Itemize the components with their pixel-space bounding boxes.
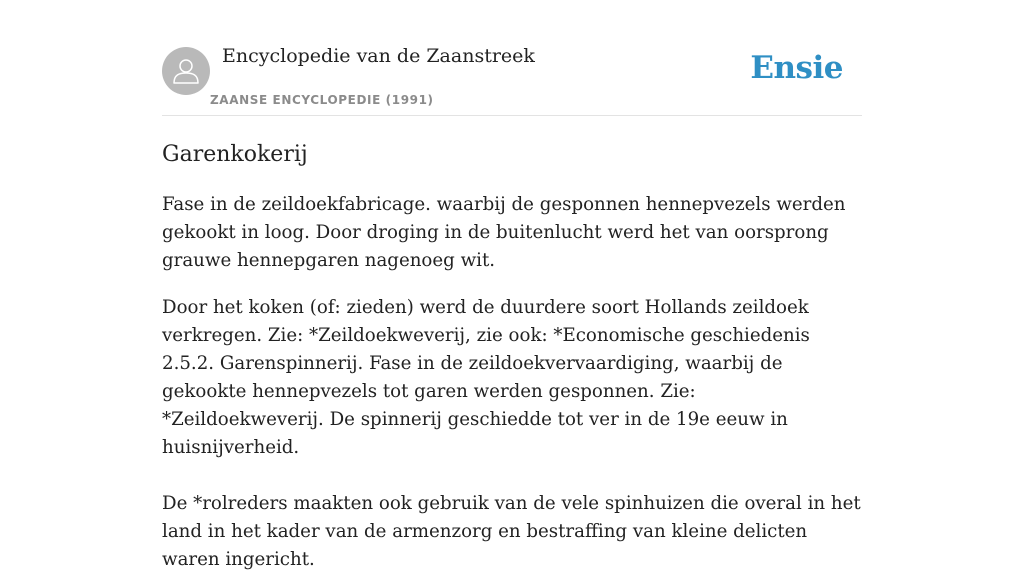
book-title-link[interactable]: Encyclopedie van de Zaanstreek: [222, 45, 535, 67]
article-paragraph-3: De *rolreders maakten ook gebruik van de vele spinhuizen die overal in het land in het kader van de armenzorg en bestraffing van kleine delicten waren ingericht.: [162, 493, 861, 570]
book-subtitle: ZAANSE ENCYCLOPEDIE (1991): [210, 93, 434, 107]
header: [162, 0, 862, 116]
user-icon: [162, 47, 210, 95]
page-title: Garenkokerij: [162, 142, 308, 167]
article-paragraph-2: Door het koken (of: zieden) werd de duurdere soort Hollands zeildoek verkregen. Zie: *Zeildoekweverij, zie ook: *Economische geschiedenis 2.5.2. Garenspinnerij. Fase in de zeildoekvervaardiging, waarbij de gekookte hennepvezels tot garen werden gesponnen. Zie: *Zeildoekweverij. De spinnerij geschiedde tot ver in de 19e eeuw in huisnijverheid.: [162, 297, 810, 458]
article: [162, 116, 862, 574]
avatar[interactable]: [162, 47, 210, 95]
brand-logo[interactable]: Ensie: [750, 50, 843, 86]
article-paragraph-1: Fase in de zeildoekfabricage. waarbij de gesponnen hennepvezels werden gekookt in loog. Door droging in de buitenlucht werd het van oorsprong grauwe hennepgaren nagenoeg wit.: [162, 194, 846, 271]
